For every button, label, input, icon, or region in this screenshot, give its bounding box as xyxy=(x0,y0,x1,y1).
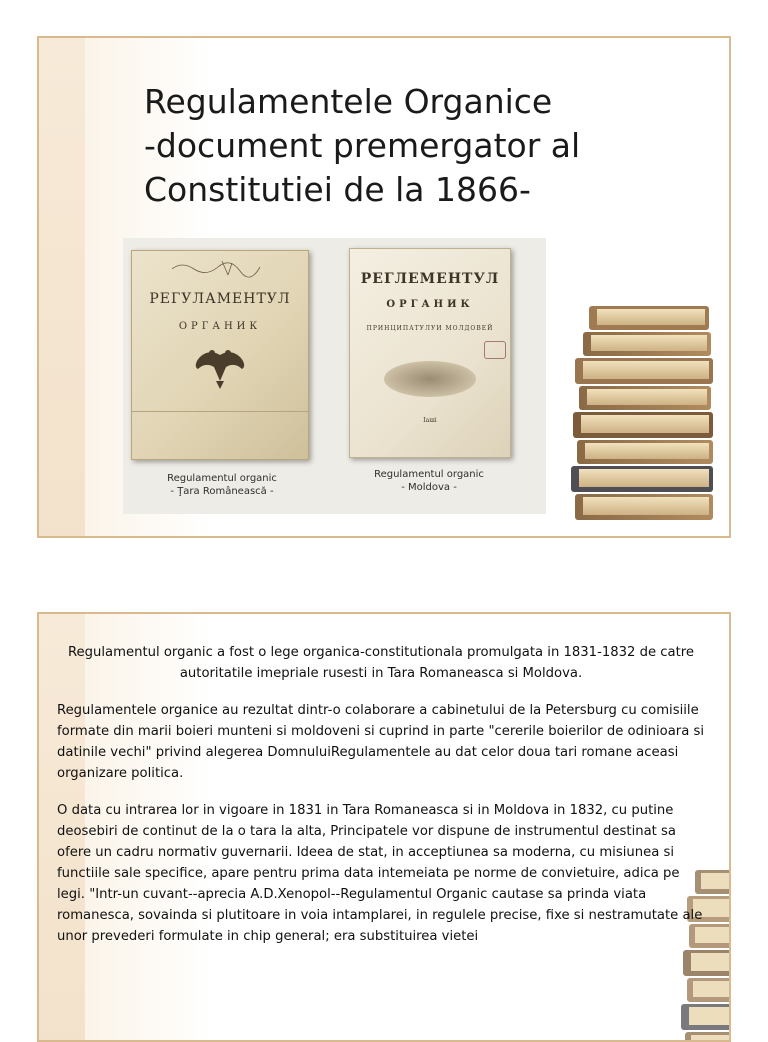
paragraph-1: Regulamentul organic a fost o lege organica-constitutionala promulgata in 1831-1832 de catre autoritatile imepriale rusesti in Tara Romaneasca si Moldova. xyxy=(67,645,695,681)
slide-side-band xyxy=(39,38,85,536)
double-headed-eagle-icon xyxy=(190,347,250,391)
book-cover-line-1: РЕГЛЕМЕНТУЛ xyxy=(360,271,500,287)
book-cover-line-3: ПРИНЦИПАТУЛУИ МОЛДОВЕЙ xyxy=(366,325,494,332)
caption-tara-romaneasca xyxy=(137,472,307,498)
slide-1 xyxy=(37,36,731,538)
paragraph-3: O data cu intrarea lor in vigoare in 1831 in Tara Romaneasca si in Moldova in 1832, cu putine deosebiri de continut de la o tara la alta, Principatele vor dispune de instrumentul destinat sa ofere un cadru normativ guvernarii. Ideea de stat, in acceptiunea sa moderna, cu misiunea si functiile sale specifice, apare pentru prima data intemeiata pe norme de convietuire, adica pe legi. "Intr-un cuvant--aprecia A.D.Xenopol--Regulamentul Organic cautase sa prinda viata romanesca, sovainda si plutitoare in voia intamplarei, in regulele precise, fixe si nestramutate ale unor prevederi formulate in chip general; era substituirea vietei xyxy=(57,803,703,944)
cover-rule xyxy=(132,411,308,412)
handwriting-mark xyxy=(132,255,308,285)
caption-line-1: Regulamentul organic xyxy=(374,469,484,480)
slide-body-text xyxy=(57,642,705,963)
slide-2 xyxy=(37,612,731,1042)
book-cover-line-2: ОРГАНИК xyxy=(386,299,474,310)
book-cover-line-1: РЕГУЛАМЕНТУЛ xyxy=(149,291,291,307)
title-line-1: Regulamentele Organice xyxy=(144,82,553,121)
title-line-3: Constitutiei de la 1866- xyxy=(144,170,531,209)
book-cover-tara-romaneasca xyxy=(131,250,309,460)
title-line-2: -document premergator al xyxy=(144,126,581,165)
book-cover-line-2: ОРГАНИК xyxy=(178,321,262,332)
caption-line-1: Regulamentul organic xyxy=(167,473,277,484)
caption-moldova xyxy=(349,468,509,494)
paragraph-2: Regulamentele organice au rezultat dintr-o colaborare a cabinetului de la Petersburg cu comisiile formate din marii boieri munteni si moldoveni si cuprind in parte "cererile boierilor de odinioara si datinile vechi" privind alegerea DomnuluiRegulamentele au dat celor doua tari romane aceasi organizare politica. xyxy=(57,703,705,781)
caption-line-2: - Ţara Românească - xyxy=(170,486,274,497)
book-cover-line-4: Іаші xyxy=(423,417,437,424)
cover-vignette xyxy=(384,361,476,397)
regulament-photo xyxy=(123,238,546,514)
slide-title xyxy=(144,80,684,212)
book-cover-moldova xyxy=(349,248,511,458)
caption-line-2: - Moldova - xyxy=(401,482,457,493)
library-stamp xyxy=(484,341,506,359)
book-stack-icon xyxy=(569,294,719,524)
